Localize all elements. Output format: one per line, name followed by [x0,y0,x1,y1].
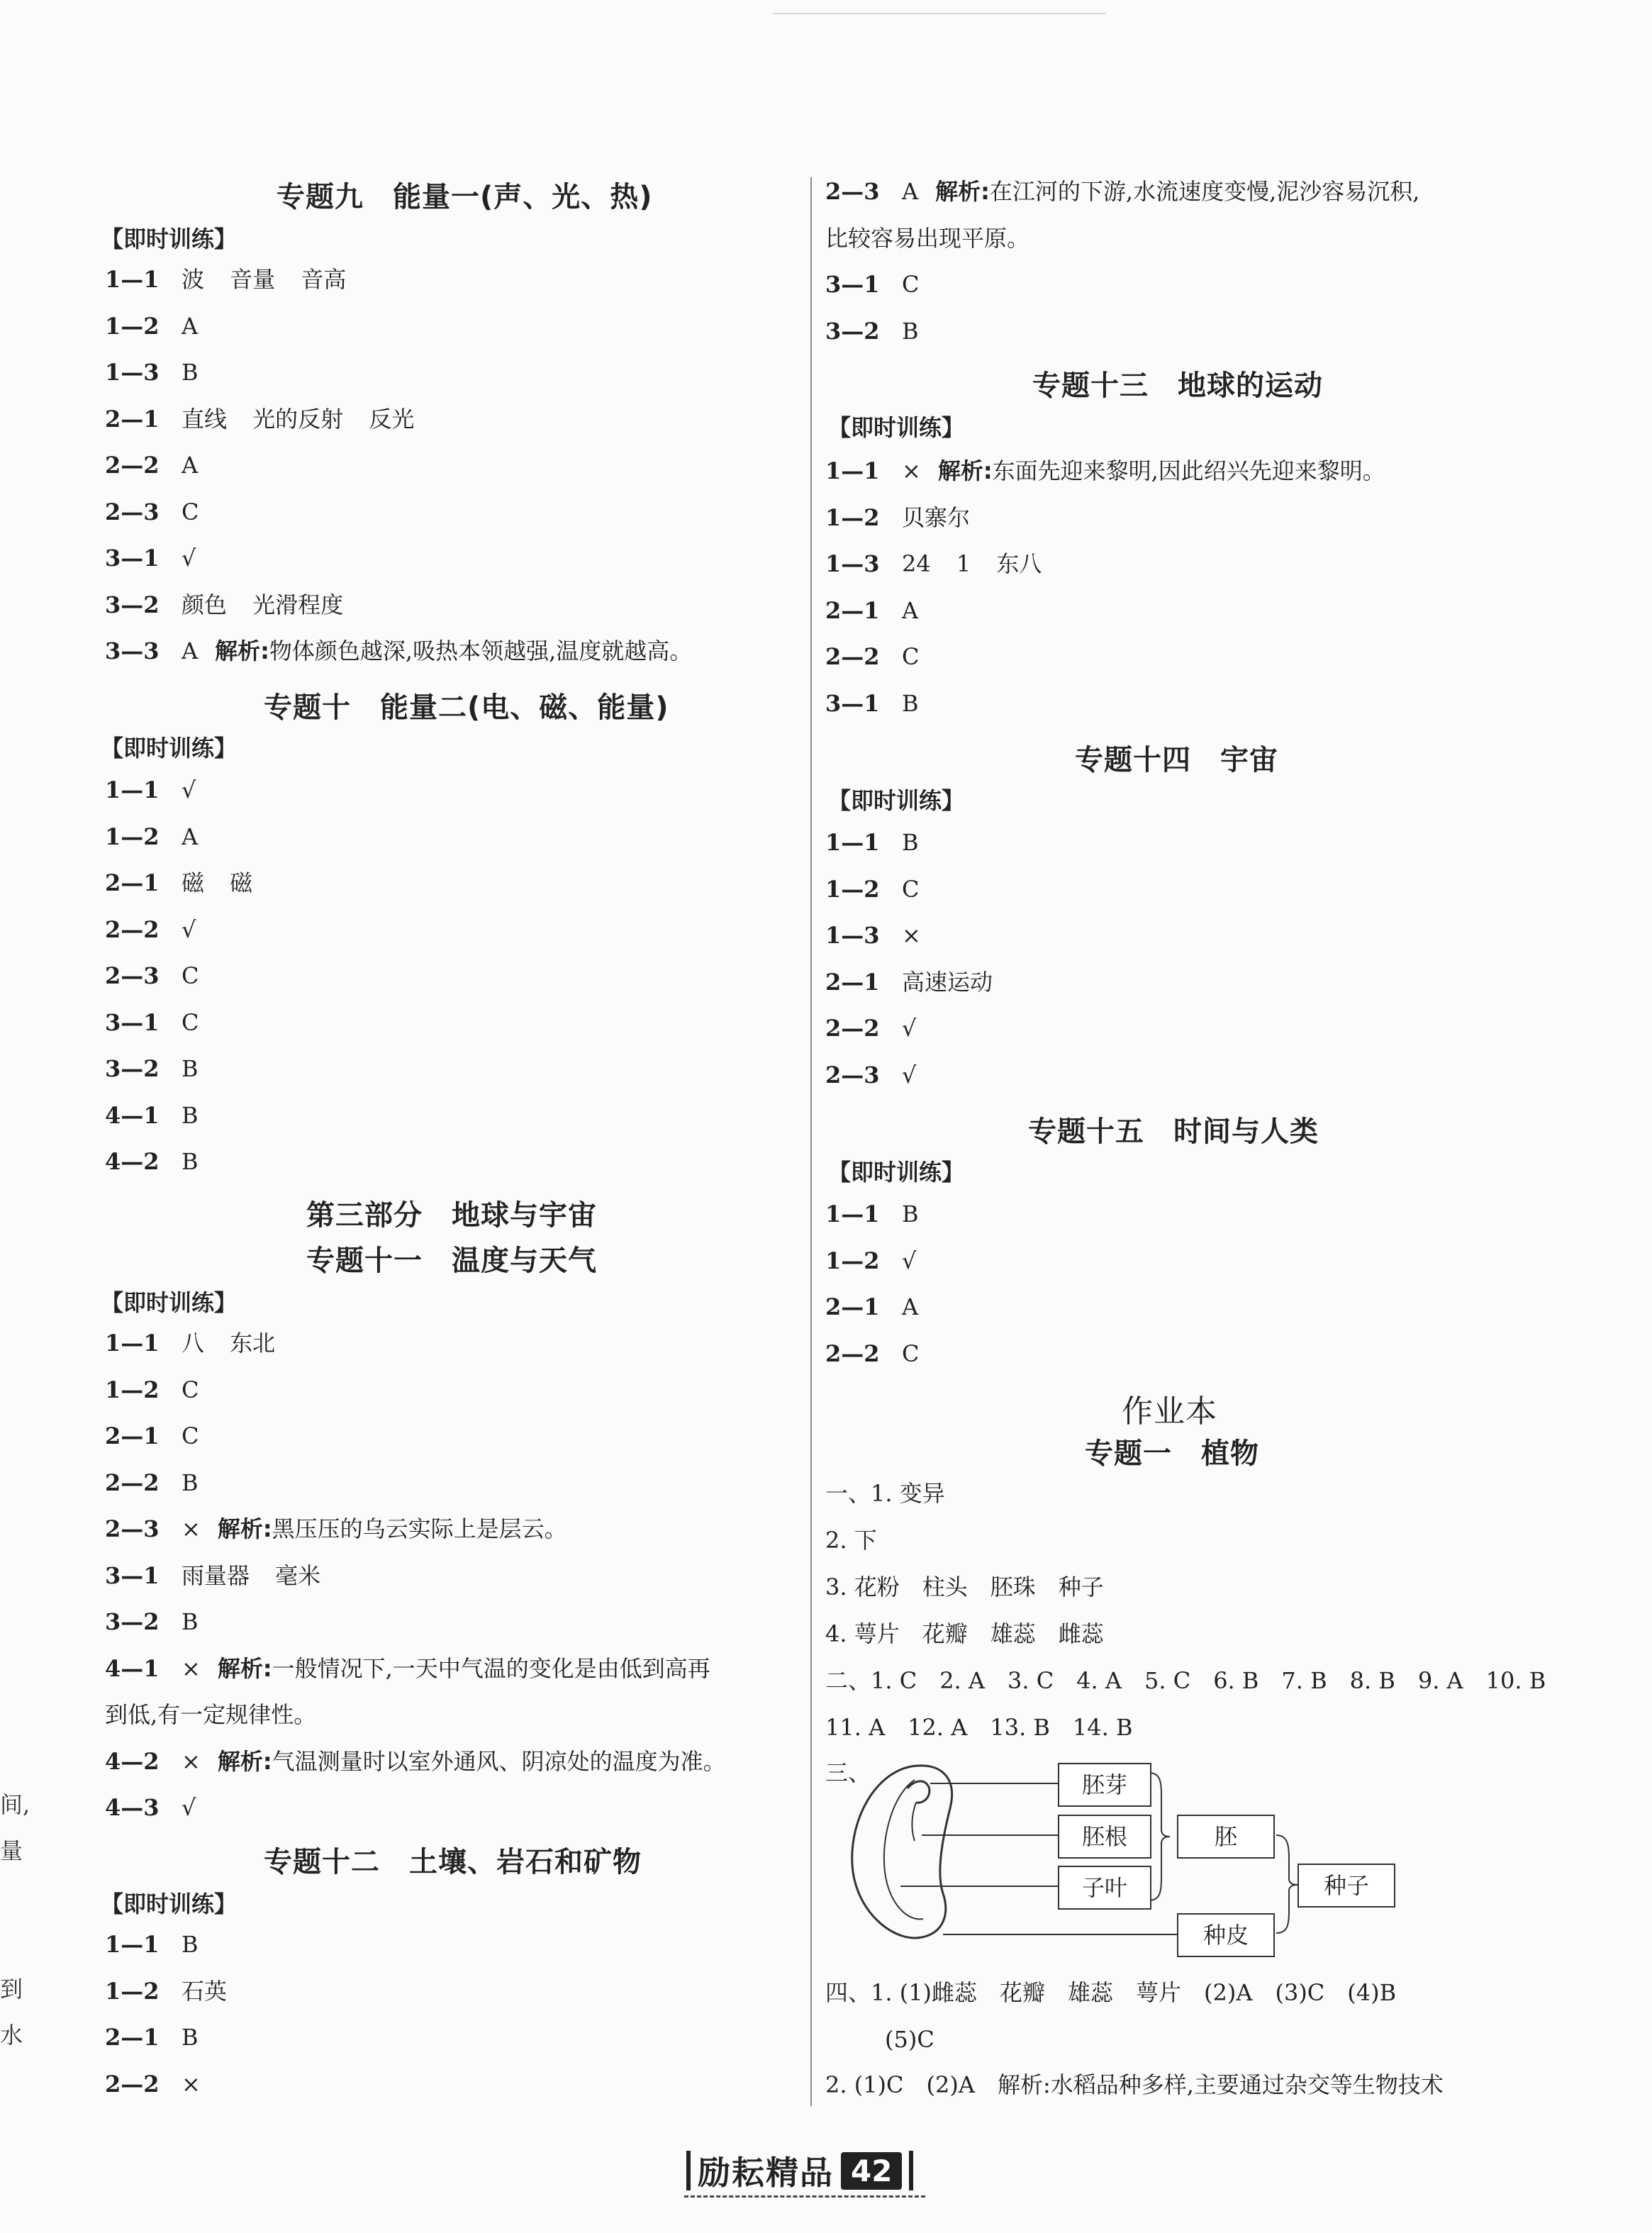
answer-row [105,1422,199,1450]
answer-text: A [182,452,199,479]
answer-text: 24 1 东八 [902,550,1042,577]
answer-row [105,1747,726,1776]
question-number: 2—1 [105,1422,160,1449]
section-label: 【即时训练】 [101,225,238,252]
answer-text: 贝寨尔 [902,503,971,531]
answer-text: C [182,498,199,525]
topic-9-title: 专题九 能量一(声、光、热) [277,181,653,213]
answer-text: B [182,1101,199,1129]
answer-text: B [182,2024,199,2051]
answer-text: B [182,1931,199,1958]
answer-text: × [182,1654,201,1682]
section-label: 【即时训练】 [828,787,965,814]
answer-text: √ [182,545,196,572]
answer-row [825,875,919,903]
answer-row [105,1930,199,1959]
topic-15-title: 专题十五 时间与人类 [1028,1115,1319,1148]
answer-text: 波 音量 音高 [182,266,347,293]
question-number: 2—3 [105,498,160,525]
answer-row [825,270,919,299]
answer-row [825,642,919,671]
question-number: 1—1 [105,1931,160,1958]
question-number: 1—1 [105,1330,160,1357]
answer-row [825,457,1385,485]
answer-row [105,358,199,386]
question-number: 4—2 [105,1148,160,1175]
part-3-title: 第三部分 地球与宇宙 [306,1199,597,1232]
question-number: 2—2 [825,1015,880,1042]
question-number: 1—2 [105,1977,160,2005]
question-number: 4—1 [105,1654,160,1682]
question-number: 3—3 [105,637,160,664]
analysis-text: 黑压压的乌云实际上是层云。 [272,1515,567,1542]
section-label: 【即时训练】 [101,1289,238,1316]
topic-11-title: 专题十一 温度与天气 [306,1244,597,1277]
answer-text: C [902,1340,920,1367]
analysis-text: 气温测量时以室外通风、阴凉处的温度为准。 [272,1747,726,1775]
analysis-label: 解析: [217,1515,272,1542]
question-number: 1—1 [825,829,880,856]
question-number: 1—1 [105,266,160,293]
question-number: 2—1 [825,968,880,996]
answer-text: A [902,596,919,624]
answer-text: C [902,875,920,903]
question-number: 4—2 [105,1747,160,1775]
top-scan-line [773,13,1106,14]
answer-row [105,776,196,804]
answer-text: C [182,962,199,989]
answer-row [825,1247,916,1275]
question-number: 3—2 [105,1608,160,1635]
label-embryo: 胚 [1177,1815,1275,1859]
answer-text: 磁 磁 [182,869,253,896]
homework-line: 一、1. 变异 [825,1480,945,1507]
page-number: 42 [841,2152,902,2190]
homework-line: 二、1. C 2. A 3. C 4. A 5. C 6. B 7. B 8. B 9. A 10. B [825,1667,1546,1694]
answer-row [825,1340,919,1368]
answer-row [105,1977,227,2005]
question-number: 3—1 [825,271,880,298]
margin-fragment: 到 [0,1976,23,2003]
question-number: 3—1 [105,1561,160,1589]
answer-row [105,1515,567,1543]
answer-text: 雨量器 毫米 [182,1561,321,1589]
answer-row [825,689,919,718]
analysis-label: 解析: [937,457,993,484]
footer-brand: 励耘精品 [698,2154,834,2192]
homework-line: 2. 下 [825,1527,877,1554]
question-number: 3—1 [105,1008,160,1036]
question-number: 2—3 [105,962,160,989]
analysis-text: 物体颜色越深,吸热本领越强,温度就越高。 [269,637,693,664]
section-label: 【即时训练】 [828,414,965,441]
answer-row [825,177,1419,206]
analysis-label: 解析: [217,1747,272,1775]
label-plumule: 胚芽 [1058,1763,1151,1807]
section-label: 【即时训练】 [101,735,238,762]
answer-row [105,1376,199,1404]
answer-text: B [902,689,919,717]
answer-text: C [182,1422,199,1449]
question-number: 1—3 [825,922,880,949]
question-number: 1—1 [825,1201,880,1227]
answer-row [105,1793,196,1822]
question-number: 3—1 [825,689,880,717]
answer-text: C [182,1008,199,1036]
topic-13-title: 专题十三 地球的运动 [1032,369,1323,402]
answer-text: C [182,1376,199,1403]
answer-text: × [182,1747,201,1775]
answer-row [825,550,1042,578]
homework-line: 2. (1)C (2)A 解析:水稻品种多样,主要通过杂交等生物技术 [825,2071,1444,2098]
answer-text: B [902,829,919,856]
answer-continuation: 到低,有一定规律性。 [105,1701,317,1728]
question-number: 2—2 [105,2070,160,2098]
question-number: 1—2 [825,503,880,531]
answer-row [105,312,198,340]
answer-row [825,1014,916,1042]
answer-row [105,869,252,897]
question-number: 2—3 [825,178,880,205]
question-number: 1—2 [825,1247,880,1274]
answer-text: 颜色 光滑程度 [182,591,344,618]
topic-10-title: 专题十 能量二(电、磁、能量) [264,691,669,724]
answer-continuation: 比较容易出现平原。 [825,224,1030,252]
question-number: 1—1 [105,776,160,803]
homework-line: 四、1. (1)雌蕊 花瓣 雄蕊 萼片 (2)A (3)C (4)B [825,1979,1397,2006]
answer-text: A [182,823,199,850]
question-number: 2—2 [105,1469,160,1496]
question-number: 2—3 [105,1515,160,1542]
footer-bar [686,2151,691,2190]
answer-text: A [182,312,199,340]
answer-row [105,498,199,526]
answer-row [825,596,918,625]
answer-row [105,1469,199,1497]
answer-text: C [902,643,920,670]
answer-text: A [902,178,919,205]
label-seed: 种子 [1297,1864,1395,1908]
question-number: 2—1 [105,405,160,433]
question-number: 2—1 [825,596,880,624]
answer-text: √ [902,1247,917,1274]
answer-row [105,544,196,572]
label-seed-coat: 种皮 [1177,1913,1275,1957]
question-number: 3—1 [105,545,160,572]
answer-row [105,1329,275,1357]
answer-row [105,2070,201,2098]
question-number: 3—2 [105,591,160,618]
answer-text: × [182,2070,201,2098]
section-label: 【即时训练】 [101,1890,238,1917]
answer-text: √ [182,1794,196,1821]
footer-bar [909,2151,913,2190]
answer-text: B [902,1201,919,1227]
answer-row [825,921,921,950]
answer-text: B [182,1055,199,1082]
answer-row [825,1061,916,1089]
homework-line: 3. 花粉 柱头 胚珠 种子 [825,1574,1104,1600]
answer-row [105,1008,199,1037]
answer-text: C [902,271,920,298]
answer-row [825,828,919,857]
answer-text: 高速运动 [902,968,993,996]
answer-text: B [182,1608,199,1635]
margin-fragment: 水 [0,2022,23,2049]
question-number: 4—1 [105,1101,160,1129]
answer-row [105,1561,320,1590]
analysis-text: 东面先迎来黎明,因此绍兴先迎来黎明。 [992,457,1385,484]
section-label: 【即时训练】 [828,1159,965,1186]
analysis-text: 一般情况下,一天中气温的变化是由低到高再 [272,1654,710,1682]
question-number: 1—2 [105,312,160,340]
question-number: 1—3 [105,359,160,386]
question-number: 2—1 [105,2024,160,2051]
answer-row [105,1147,199,1176]
question-number: 1—2 [825,875,880,903]
answer-text: 直线 光的反射 反光 [182,405,415,433]
answer-text: 石英 [182,1977,228,2005]
answer-row [105,637,692,665]
margin-fragment: 间, [0,1791,30,1818]
label-radicle: 胚根 [1058,1815,1151,1859]
answer-row [105,1101,199,1130]
answer-text: B [902,317,919,345]
question-number: 2—1 [825,1293,880,1320]
answer-text: A [902,1293,919,1320]
question-number: 4—3 [105,1794,160,1821]
answer-row [825,1200,919,1228]
column-divider [810,177,812,2106]
answer-text: × [182,1515,201,1542]
analysis-label: 解析: [935,178,990,205]
answer-text: A [182,637,199,664]
label-cotyledon: 子叶 [1058,1866,1151,1910]
question-number: 1—2 [105,1376,160,1403]
homework-line: 11. A 12. A 13. B 14. B [825,1714,1133,1741]
question-number: 1—3 [825,550,880,577]
homework-subtitle: 专题一 植物 [1085,1437,1259,1470]
homework-line: 三、 [825,1759,871,1786]
analysis-label: 解析: [217,1654,272,1682]
question-number: 3—2 [825,317,880,345]
answer-row [825,968,993,996]
answer-row [105,1654,710,1683]
answer-row [105,1054,199,1083]
answer-text: √ [182,915,196,943]
answer-text: B [182,1148,199,1175]
answer-row [105,962,199,990]
page-footer [679,2147,920,2194]
answer-row [105,1608,199,1636]
answer-text: × [902,457,921,484]
question-number: 1—2 [105,823,160,850]
question-number: 2—2 [105,915,160,943]
answer-row [105,451,198,479]
answer-row [825,1293,918,1321]
question-number: 2—3 [825,1061,880,1088]
answer-text: 八 东北 [182,1330,276,1357]
answer-row [105,405,414,433]
answer-row [105,915,196,944]
answer-text: B [182,1469,199,1496]
homework-line: 4. 萼片 花瓣 雄蕊 雌蕊 [825,1620,1104,1647]
answer-row [105,591,343,619]
answer-text: B [182,359,199,386]
answer-text: √ [902,1061,917,1088]
homework-title: 作业本 [1122,1393,1217,1430]
analysis-label: 解析: [215,637,269,664]
question-number: 2—2 [825,1340,880,1367]
answer-row [105,265,346,294]
analysis-text: 在江河的下游,水流速度变慢,泥沙容易沉积, [989,178,1420,205]
question-number: 2—2 [825,643,880,670]
homework-line: (5)C [885,2026,934,2053]
answer-row [825,317,919,345]
answer-text: √ [182,776,196,803]
question-number: 1—1 [825,457,880,484]
footer-dashes [684,2195,925,2198]
answer-text: × [902,922,921,949]
margin-fragment: 量 [0,1837,23,1864]
answer-row [105,2023,199,2051]
answer-row [825,503,970,532]
answer-text: √ [902,1015,917,1042]
question-number: 2—2 [105,452,160,479]
topic-14-title: 专题十四 宇宙 [1075,744,1278,776]
question-number: 3—2 [105,1055,160,1082]
topic-12-title: 专题十二 土壤、岩石和矿物 [264,1846,642,1878]
answer-row [105,823,198,851]
question-number: 2—1 [105,869,160,896]
